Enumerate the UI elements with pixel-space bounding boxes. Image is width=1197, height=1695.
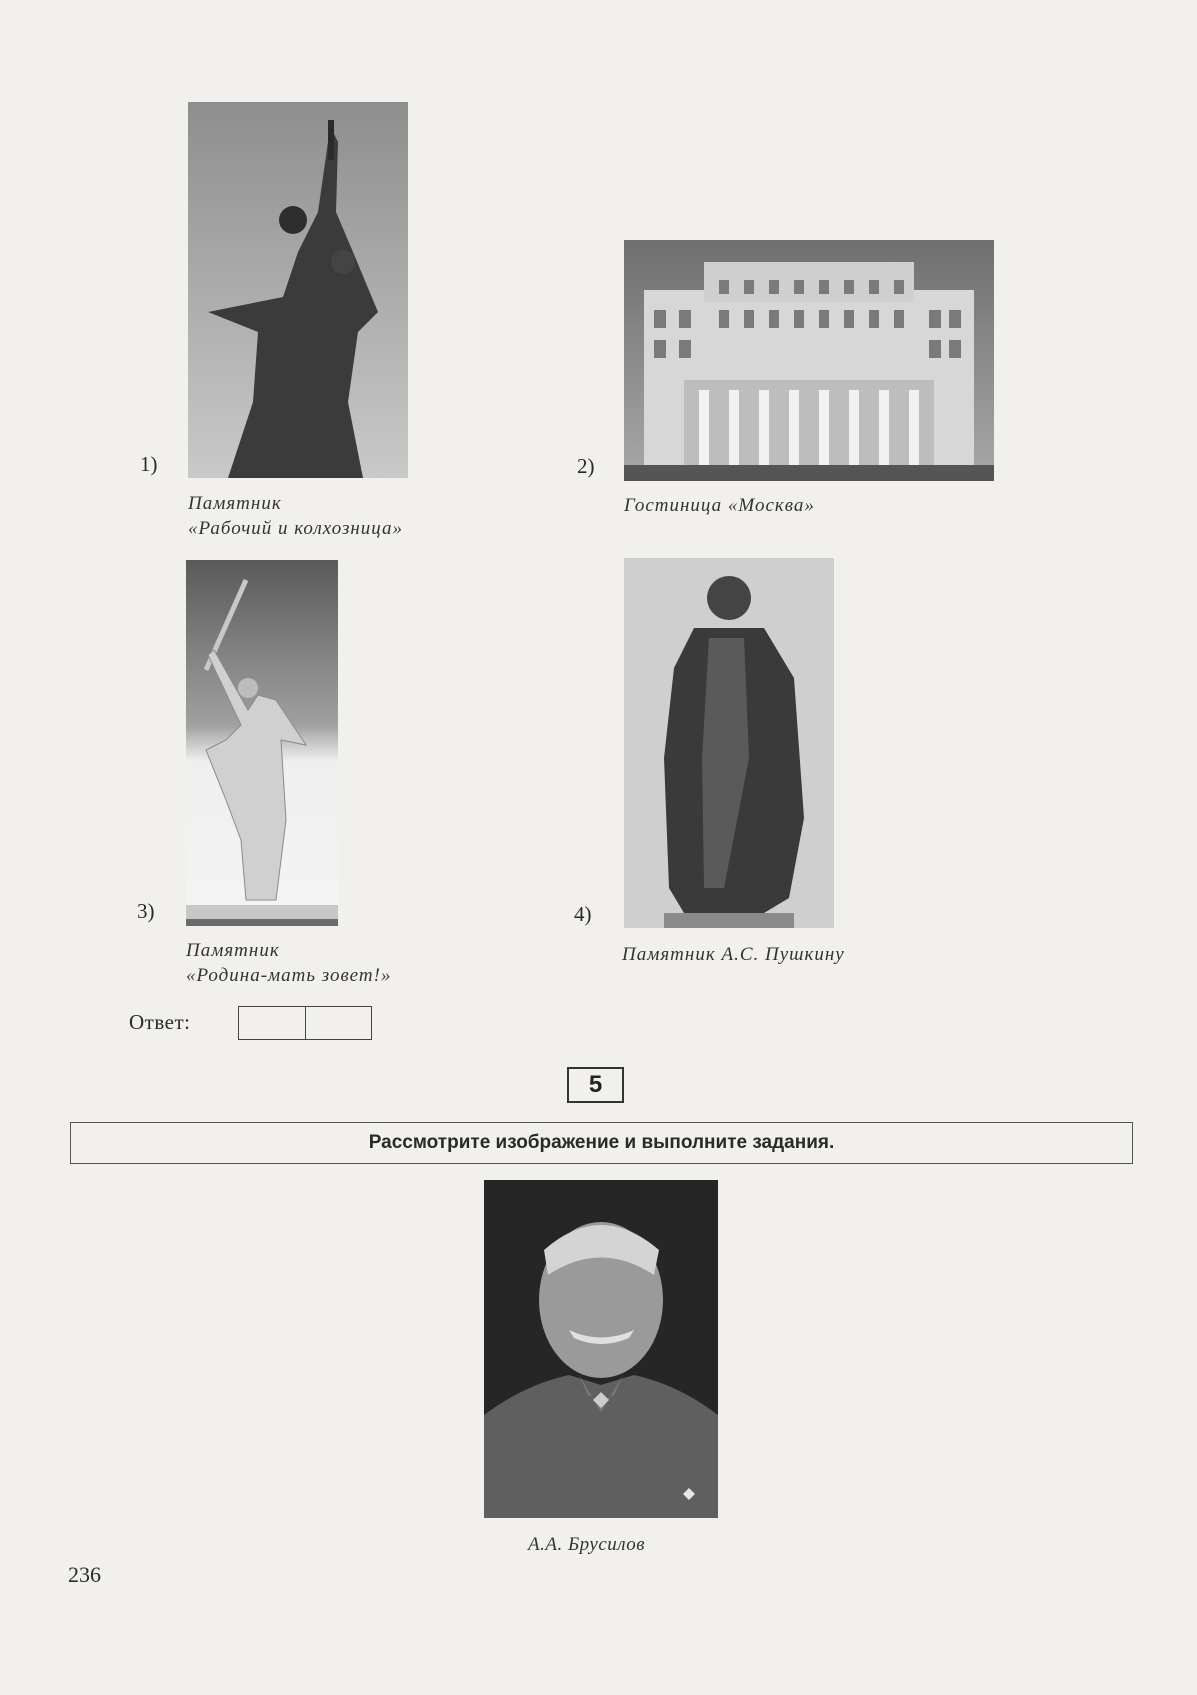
answer-cell-1[interactable]	[239, 1007, 306, 1039]
item-1-number: 1)	[140, 452, 158, 476]
item-2-caption	[624, 493, 815, 518]
item-2-caption-line1: Гостиница «Москва»	[624, 495, 815, 516]
answer-cell-2[interactable]	[306, 1007, 372, 1039]
photo-motherland-calls	[186, 560, 338, 926]
task-instruction: Рассмотрите изображение и выполните задания.	[70, 1122, 1133, 1164]
photo-worker-and-kolkhoz-woman	[188, 102, 408, 478]
item-2-number: 2)	[577, 454, 595, 478]
photo-hotel-moskva	[624, 240, 994, 481]
answer-label: Ответ:	[129, 1010, 191, 1034]
answer-box	[238, 1006, 372, 1040]
item-4-caption	[622, 942, 845, 967]
task-number: 5	[567, 1067, 624, 1103]
item-1-caption	[188, 491, 403, 541]
photo-pushkin-monument	[624, 558, 834, 928]
photo-brusilov-portrait	[484, 1180, 718, 1518]
item-3-caption-line2: «Родина-мать зовет!»	[186, 965, 392, 986]
item-1-caption-line2: «Рабочий и колхозница»	[188, 518, 404, 539]
item-4-number: 4)	[574, 902, 592, 926]
portrait-caption: А.А. Брусилов	[528, 1534, 646, 1555]
item-3-number: 3)	[137, 899, 155, 923]
item-4-caption-line1: Памятник А.С. Пушкину	[622, 944, 845, 965]
item-3-caption	[186, 938, 391, 988]
item-3-caption-line1: Памятник	[186, 940, 280, 961]
page-number: 236	[68, 1562, 101, 1587]
item-1-caption-line1: Памятник	[188, 493, 282, 514]
